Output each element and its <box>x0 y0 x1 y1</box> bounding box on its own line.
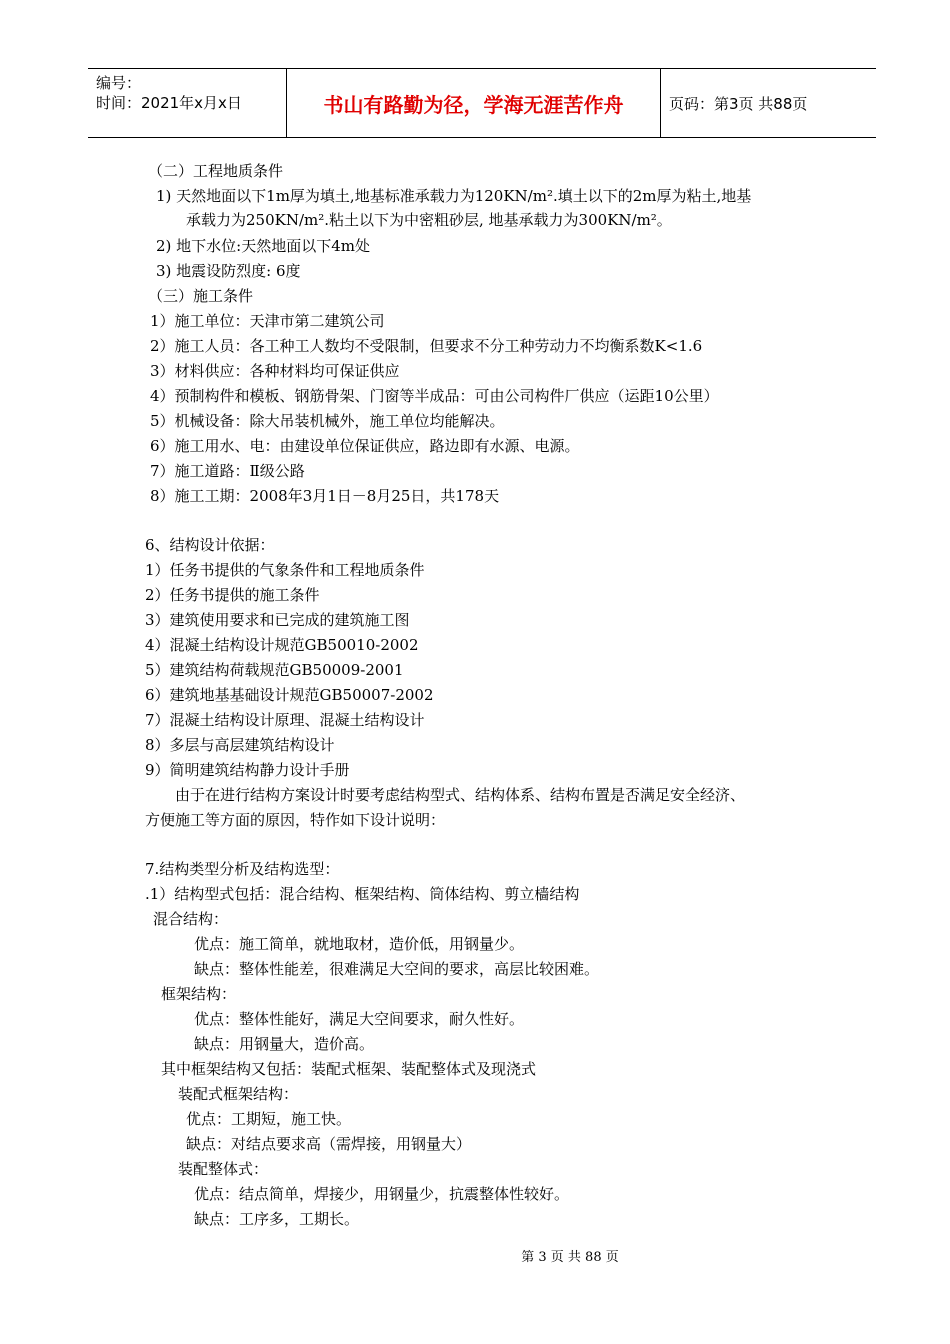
text-line: 其中框架结构又包括：装配式框架、装配整体式及现浇式 <box>161 1060 537 1078</box>
list-item: 4）混凝土结构设计规范GB50010-2002 <box>145 636 419 654</box>
text-line: 缺点：整体性能差，很难满足大空间的要求，高层比较困难。 <box>194 960 600 978</box>
list-item: 5）建筑结构荷载规范GB50009-2001 <box>145 661 404 679</box>
text-line: 1) 天然地面以下1m厚为填土,地基标准承载力为120KN/m².填土以下的2m厚为粘土,地基 <box>156 187 752 205</box>
list-item: 5）机械设备：除大吊装机械外，施工单位均能解决。 <box>150 412 505 430</box>
list-item: 7）施工道路：Ⅱ级公路 <box>150 462 305 480</box>
header-motto: 书山有路勤为径，学海无涯苦作舟 <box>287 69 661 137</box>
text-line: 3) 地震设防烈度: 6度 <box>156 262 301 280</box>
text-line: 优点：施工简单，就地取材，造价低，用钢量少。 <box>194 935 525 953</box>
sub-heading: 装配式框架结构： <box>178 1085 299 1103</box>
page-footer: 第 3 页 共 88 页 <box>521 1250 619 1265</box>
paragraph-line: 方便施工等方面的原因，特作如下设计说明： <box>145 811 446 829</box>
list-item: 6）施工用水、电：由建设单位保证供应，路边即有水源、电源。 <box>150 437 580 455</box>
list-item: 1）任务书提供的气象条件和工程地质条件 <box>145 561 425 579</box>
sub-heading: 混合结构： <box>153 910 229 928</box>
list-item: 2）任务书提供的施工条件 <box>145 586 320 604</box>
list-item: 6）建筑地基基础设计规范GB50007-2002 <box>145 686 434 704</box>
list-item: 3）材料供应：各种材料均可保证供应 <box>150 362 400 380</box>
list-item: 2）施工人员：各工种工人数均不受限制，但要求不分工种劳动力不均衡系数K<1.6 <box>150 337 703 355</box>
list-item: 4）预制构件和模板、钢筋骨架、门窗等半成品：可由公司构件厂供应（运距10公里） <box>150 387 719 405</box>
list-item: 8）施工工期：2008年3月1日－8月25日，共178天 <box>150 487 500 505</box>
page-header <box>88 68 876 138</box>
section-heading: 6、结构设计依据： <box>145 536 275 554</box>
text-line: 优点：工期短，施工快。 <box>186 1110 352 1128</box>
document-number: 编号： <box>96 74 142 92</box>
list-item: 9）简明建筑结构静力设计手册 <box>145 761 350 779</box>
list-item: 3）建筑使用要求和已完成的建筑施工图 <box>145 611 410 629</box>
text-line: 优点：整体性能好，满足大空间要求，耐久性好。 <box>194 1010 525 1028</box>
section-heading: 7.结构类型分析及结构选型： <box>145 860 340 878</box>
list-item: 8）多层与高层建筑结构设计 <box>145 736 335 754</box>
text-line: 优点：结点简单，焊接少，用钢量少，抗震整体性较好。 <box>194 1185 570 1203</box>
header-meta <box>88 69 287 137</box>
list-item: 7）混凝土结构设计原理、混凝土结构设计 <box>145 711 425 729</box>
text-line: 承载力为250KN/m².粘土以下为中密粗砂层, 地基承载力为300KN/m²。 <box>186 211 672 229</box>
document-time: 时间：2021年x月x日 <box>96 94 242 112</box>
section-heading: （三）施工条件 <box>148 287 254 305</box>
sub-heading: 装配整体式： <box>178 1160 269 1178</box>
text-line: 缺点：工序多，工期长。 <box>194 1210 360 1228</box>
text-line: 缺点：用钢量大，造价高。 <box>194 1035 375 1053</box>
text-line: 2) 地下水位:天然地面以下4m处 <box>156 237 370 255</box>
text-line: .1）结构型式包括：混合结构、框架结构、筒体结构、剪立樯结构 <box>145 885 580 903</box>
list-item: 1）施工单位：天津市第二建筑公司 <box>150 312 385 330</box>
paragraph-line: 由于在进行结构方案设计时要考虑结构型式、结构体系、结构布置是否满足安全经济、 <box>175 786 746 804</box>
section-heading: （二）工程地质条件 <box>148 162 284 180</box>
text-line: 缺点：对结点要求高（需焊接，用钢量大） <box>186 1135 472 1153</box>
header-page-number: 页码：第3页 共88页 <box>669 94 808 113</box>
sub-heading: 框架结构： <box>161 985 237 1003</box>
